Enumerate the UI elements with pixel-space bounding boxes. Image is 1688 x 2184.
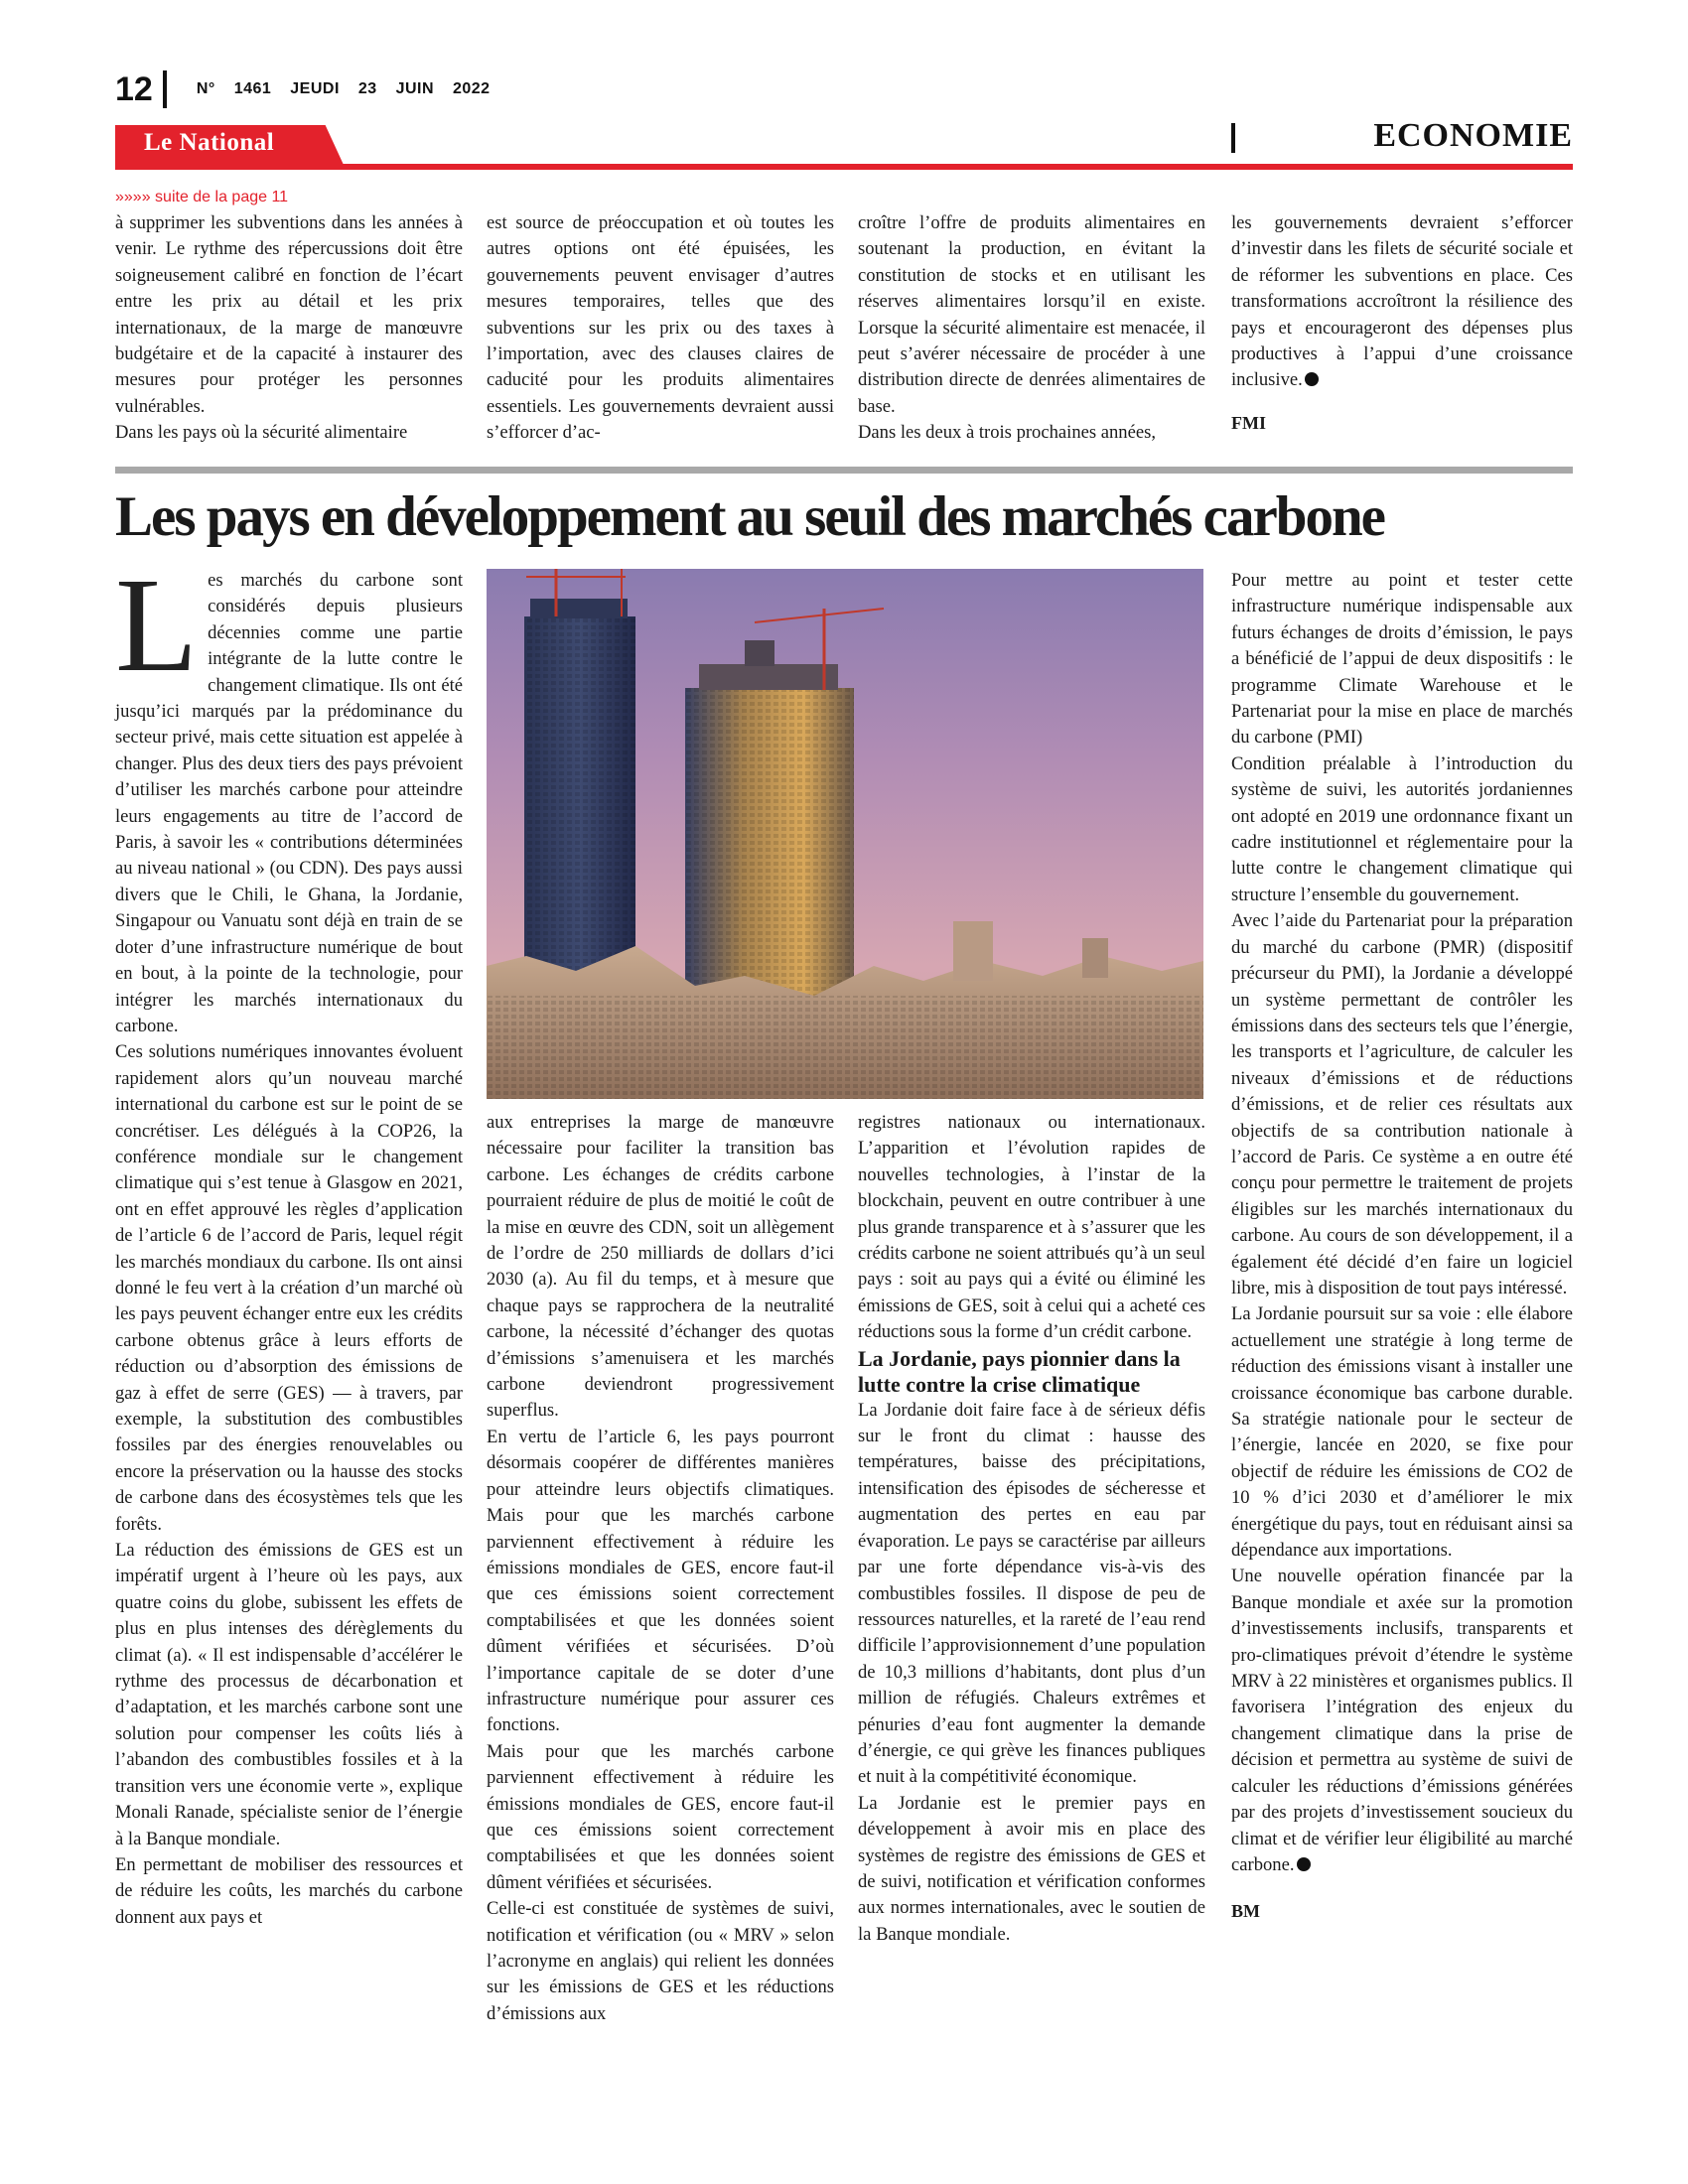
article-paragraph: Avec l’aide du Partenariat pour la préparation du marché du carbone (PMR) (dispositif précurseur du PMI), la Jordanie a développé un système permettant de contrôler les émissions dans des secteurs tels que l’énergie, les transports et l’agriculture, de calculer les niveaux d’émissions et de réductions d’émissions, et de relier ces résultats aux objectifs de sa contribution nationale à l’accord de Paris. Ce système a en outre été conçu pour permettre le traitement de projets éligibles sur les marchés internationaux du carbone. Au cours de son développement, il a également été décidé d’en faire un logiciel libre, mis à disposition de tout pays intéressé. — [1231, 910, 1573, 1298]
end-mark-icon — [1297, 1857, 1311, 1871]
prev-article-col-4 — [1231, 210, 1573, 436]
issue-date: N° 1461 JEUDI 23 JUIN 2022 — [196, 80, 491, 97]
article-col-4 — [1231, 568, 1573, 1925]
page-number: 12 — [115, 69, 153, 108]
article-paragraph: En permettant de mobiliser des ressources et de réduire les coûts, les marchés du carbone donnent aux pays et — [115, 1853, 463, 1928]
article-paragraph: Condition préalable à l’introduction du système de suivi, les autorités jordaniennes ont adopté en 2019 une ordonnance fixant un cadre institutionnel et réglementaire pour la lutte contre le changement climatique qui structure l’ensemble du gouvernement. — [1231, 752, 1573, 905]
article-paragraph: Une nouvelle opération financée par la Banque mondiale et axée sur la promotion d’investissements inclusifs, transparents et pro-climatiques prévoit d’étendre le système MRV à 22 ministères et organismes publics. Il favorisera l’intégration des enjeux du changement climatique dans la prise de décision et permettra au système de suivi de calculer les réductions d’émissions générées par des projets d’investissement soucieux du climat et de vérifier leur éligibilité au marché carbone. — [1231, 1566, 1573, 1875]
article-paragraph: registres nationaux ou internationaux. L’apparition et l’évolution rapides de nouvelles technologies, à l’instar de la blockchain, peuvent en outre contribuer à une plus grande transparence et à s’assurer que les crédits carbone ne soient attribués qu’à un seul pays : soit au pays qui a évité ou éliminé les émissions de GES, soit à celui qui a acheté ces réductions sous la forme d’un crédit carbone. — [858, 1112, 1205, 1343]
article-separator — [115, 467, 1573, 474]
continued-from: »»»» suite de la page 11 — [115, 189, 289, 205]
prev-article-signature: FMI — [1231, 412, 1266, 433]
section-title: ECONOMIE — [1373, 117, 1573, 154]
article-subheading: La Jordanie, pays pionnier dans la lutte contre la crise climatique — [858, 1345, 1181, 1397]
article-paragraph: Pour mettre au point et tester cette infrastructure numérique indispensable aux futurs échanges de droits d’émission, le pays a bénéficié de l’appui de deux dispositifs : le programme Climate Warehouse et le Partenariat pour la mise en place de marchés du carbone (PMI) — [1231, 570, 1573, 749]
article-paragraph: En vertu de l’article 6, les pays pourront désormais coopérer de différentes manières pour atteindre leurs objectifs climatiques. Mais pour que les marchés carbone parviennent effectivement à réduire les émissions mondiales de GES, encore faut-il que ces émissions soient correctement comptabilisées et que les données soient dûment vérifiées et sécurisées. D’où l’importance capitale de se doter d’une infrastructure numérique pour assurer ces fonctions. — [487, 1426, 834, 1736]
article-paragraph: La Jordanie poursuit sur sa voie : elle élabore actuellement une stratégie à long terme de réduction des émissions visant à installer une croissance économique bas carbone durable. Sa stratégie nationale pour le secteur de l’énergie, lancée en 2020, se fixe pour objectif de réduire les émissions de CO2 de 10 % d’ici 2030 et d’améliorer le mix énergétique du pays, tout en réduisant ainsi sa dépendance aux importations. — [1231, 1303, 1573, 1562]
end-mark-icon — [1305, 372, 1319, 386]
prev-col1-text-b: Dans les pays où la sécurité alimentaire — [115, 422, 408, 444]
prev-col4-text: les gouvernements devraient s’efforcer d’investir dans les filets de sécurité sociale et de réformer les subventions en place. Ces transformations accroîtront la résilience des pays et encourageront des dépenses plus productives à l’appui d’une croissance inclusive. — [1231, 212, 1573, 391]
prev-col1-text: à supprimer les subventions dans les années à venir. Le rythme des répercussions doit être soigneusement calibré en fonction de l’écart entre les prix au détail et les prix internationaux, de la marge de manœuvre budgétaire et de la capacité à instaurer des mesures pour protéger les personnes vulnérables. — [115, 212, 463, 417]
page-number-divider — [163, 70, 167, 108]
header-rule — [115, 164, 1573, 170]
prev-col3-text: croître l’offre de produits alimentaires en soutenant la production, en évitant la constitution de stocks et en utilisant les réserves alimentaires lorsqu’il en existe. Lorsque la sécurité alimentaire est menacée, il peut s’avérer nécessaire de procéder à une distribution directe de denrées alimentaires de base. — [858, 212, 1205, 417]
prev-article-col-2 — [487, 210, 834, 447]
drop-cap: L — [115, 551, 199, 700]
article-col-3 — [858, 1110, 1205, 1948]
article-col-2 — [487, 1110, 834, 2027]
prev-article-col-1 — [115, 210, 463, 447]
article-col-1 — [115, 551, 463, 1931]
article-paragraph: La Jordanie est le premier pays en développement à avoir mis en place des systèmes de registre des émissions de GES et de suivi, notification et vérification conformes aux normes internationales, avec le soutien de la Banque mondiale. — [858, 1792, 1205, 1945]
article-headline: Les pays en développement au seuil des marchés carbone — [115, 485, 1384, 548]
article-paragraph: aux entreprises la marge de manœuvre nécessaire pour faciliter la transition bas carbone. Les échanges de crédits carbone pourraient réduire de plus de moitié le coût de la mise en œuvre des CDN, soit un allègement de l’ordre de 250 milliards de dollars d’ici 2030 (a). Au fil du temps, et à mesure que chaque pays se rapprochera de la neutralité carbone, la nécessité d’échanger des quotas d’émissions s’amenuisera et les marchés carbone deviendront progressivement superflus. — [487, 1112, 834, 1422]
article-photo — [487, 569, 1203, 1099]
article-paragraph: La réduction des émissions de GES est un impératif urgent à l’heure où les pays, aux quatre coins du globe, subissent les effets de plus en plus intenses des dérèglements du climat (a). « Il est indispensable d’accélérer le rythme des processus de décarbonation et d’adaptation, et les marchés carbone sont une solution pour compenser les coûts liés à l’abandon des combustibles fossiles et à la transition vers une économie verte », explique Monali Ranade, spécialiste senior de l’énergie à la Banque mondiale. — [115, 1540, 463, 1849]
article-paragraph: La Jordanie doit faire face à de sérieux défis sur le front du climat : hausse des températures, baisse des précipitations, intensification des épisodes de sécheresse et augmentation des pertes en eau par évaporation. Le pays se caractérise par ailleurs par une forte dépendance vis-à-vis des combustibles fossiles. Il dispose de peu de ressources naturelles, et la rareté de l’eau rend difficile l’approvisionnement d’une population de 10,3 millions d’habitants, dont plus d’un million de réfugiés. Chaleurs extrêmes et pénuries d’eau font augmenter la demande d’énergie, ce qui grève les finances publiques et nuit à la compétitivité économique. — [858, 1399, 1205, 1788]
article-paragraph: Mais pour que les marchés carbone parviennent effectivement à réduire les émissions mondiales de GES, encore faut-il que ces émissions soient correctement comptabilisées et que les données soient dûment vérifiées et sécurisées. — [487, 1740, 834, 1893]
section-divider — [1231, 123, 1235, 153]
prev-col2-text: est source de préoccupation et où toutes les autres options ont été épuisées, les gouvernements peuvent envisager d’autres mesures temporaires, telles que des subventions sur les prix ou des taxes à l’importation, avec des clauses claires de caducité pour les produits alimentaires essentiels. Les gouvernements devraient aussi s’efforcer d’ac- — [487, 212, 834, 444]
article-paragraph: Celle-ci est constituée de systèmes de suivi, notification et vérification (ou « MRV » selon l’acronyme en anglais) qui relient les données sur les émissions de GES et les réductions d’émissions aux — [487, 1898, 834, 2024]
masthead-top — [115, 69, 491, 109]
prev-article-col-3 — [858, 210, 1205, 447]
prev-col3-text-b: Dans les deux à trois prochaines années, — [858, 422, 1156, 444]
article-lead: es marchés du carbone sont considérés depuis plusieurs décennies comme une partie intégrante de la lutte contre le changement climatique. Ils ont été jusqu’ici marqués par la prédominance du secteur privé, mais cette situation est appelée à changer. Plus des deux tiers des pays prévoient d’utiliser les marchés carbone pour atteindre leurs engagements au titre de l’accord de Paris, à savoir les « contributions déterminées au niveau national » (ou CDN). Des pays aussi divers que le Chili, le Ghana, la Jordanie, Singapour ou Vanuatu sont déjà en train de se doter d’une infrastructure numérique de bout en bout, à la pointe de la technologie, pour intégrer les marchés internationaux du carbone. — [115, 570, 463, 1036]
article-paragraph: Ces solutions numériques innovantes évoluent rapidement alors qu’un nouveau marché international du carbone est sur le point de se concrétiser. Les délégués à la COP26, la conférence mondiale sur le changement climatique qui s’est tenue à Glasgow en 2021, ont en effet approuvé les règles d’application de l’article 6 de l’accord de Paris, lequel régit les marchés mondiaux du carbone. Ils ont ainsi donné le feu vert à la création d’un marché où les pays peuvent échanger entre eux les crédits carbone obtenus grâce à leurs efforts de réduction ou d’absorption des émissions de gaz à effet de serre (GES) — à travers, par exemple, la substitution des combustibles fossiles par des énergies renouvelables ou encore la préservation ou la hausse des stocks de carbone dans des écosystèmes tels que les forêts. — [115, 1041, 463, 1535]
brand-logo: Le National — [144, 129, 275, 156]
article-signature: BM — [1231, 1901, 1260, 1922]
